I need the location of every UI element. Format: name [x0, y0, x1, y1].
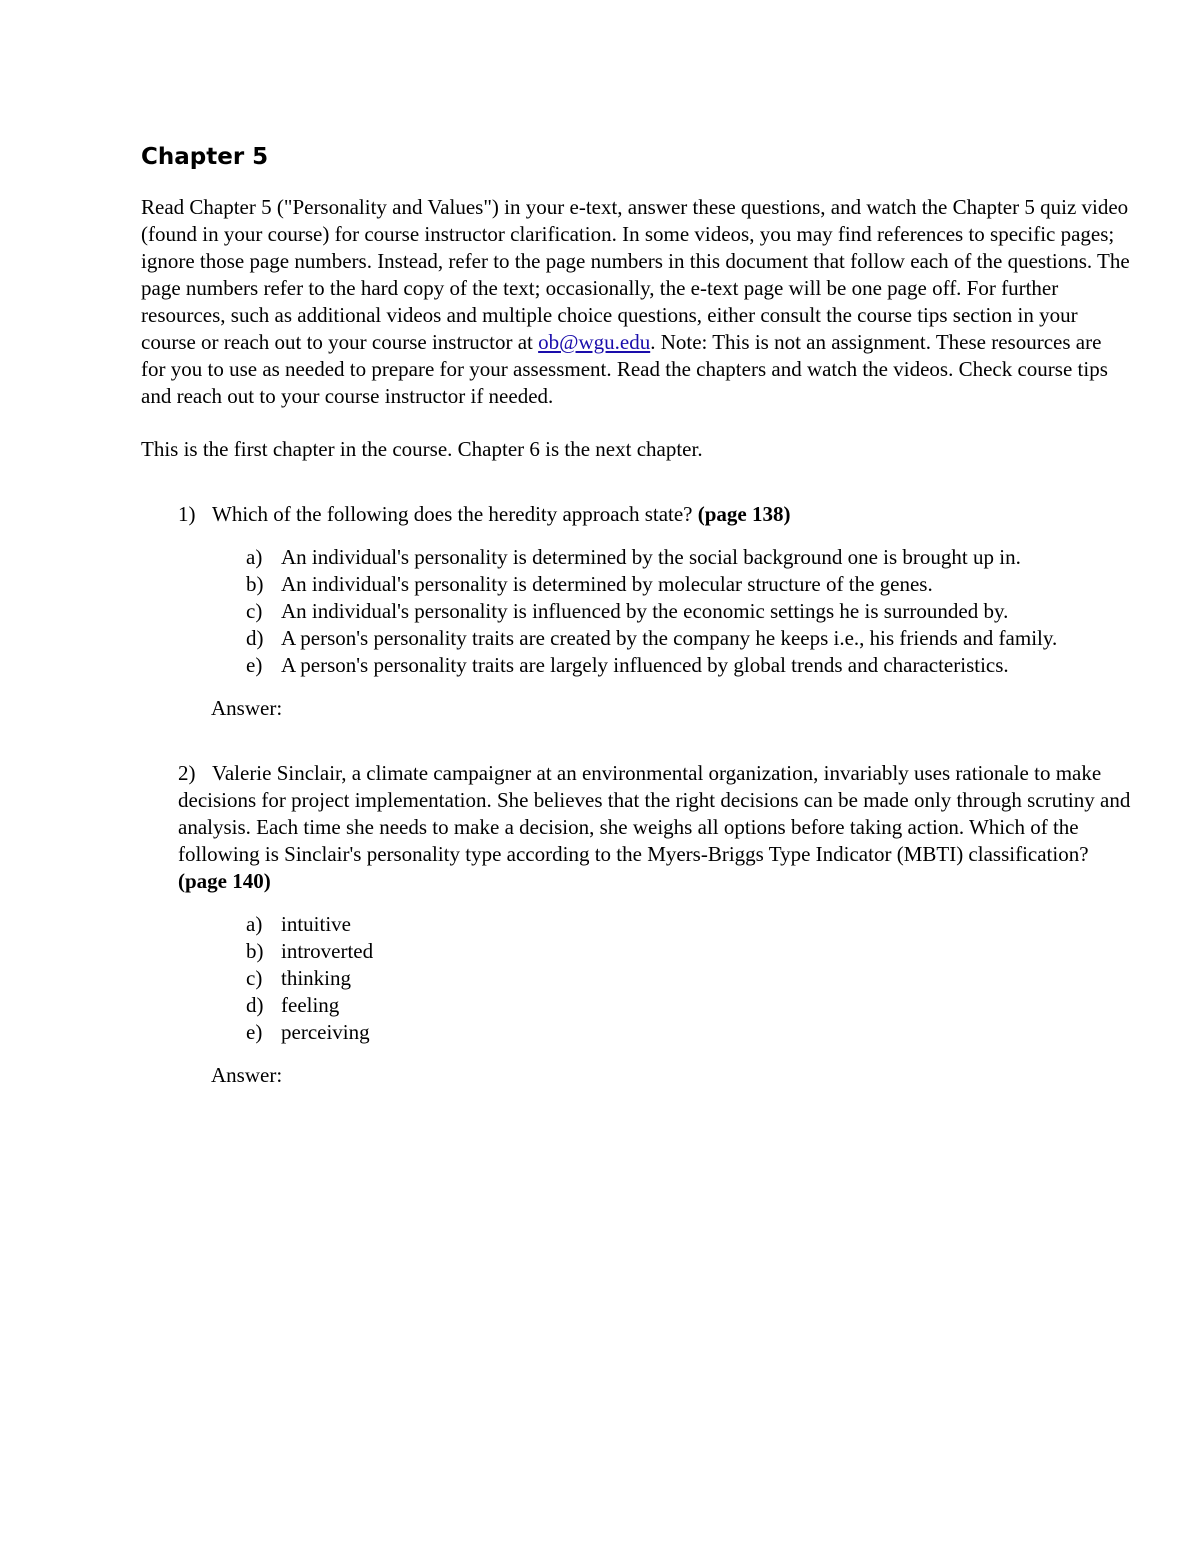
option-text: An individual's personality is determined by the social background one is brought up in. [281, 545, 1021, 569]
option-letter: c) [246, 599, 263, 623]
question-1 [141, 501, 1131, 722]
option-e [246, 652, 1131, 679]
option-letter: b) [246, 572, 264, 596]
option-a [246, 911, 1131, 938]
intro-paragraph [141, 194, 1131, 410]
option-text: feeling [281, 993, 340, 1017]
option-text: An individual's personality is influenced by the economic settings he is surrounded by. [281, 599, 1009, 623]
option-text: A person's personality traits are largely influenced by global trends and characteristics. [281, 653, 1009, 677]
document-page [141, 140, 1131, 1089]
question-text: Valerie Sinclair, a climate campaigner at an environmental organization, invariably uses rationale to make decisions for project implementation. She believes that the right decisions can be made only through scrutiny and analysis. Each time she needs to make a decision, she weighs all options before taking action. Which of the following is Sinclair's personality type according to the Myers-Briggs Type Indicator (MBTI) classification? [178, 761, 1131, 866]
option-c [246, 598, 1131, 625]
question-text-wrap [178, 501, 1131, 528]
option-a [246, 544, 1131, 571]
page-reference: (page 140) [178, 869, 271, 893]
option-letter: c) [246, 966, 263, 990]
option-letter: e) [246, 1020, 263, 1044]
option-letter: a) [246, 912, 263, 936]
option-text: A person's personality traits are created by the company he keeps i.e., his friends and family. [281, 626, 1058, 650]
option-text: An individual's personality is determined by molecular structure of the genes. [281, 572, 933, 596]
option-text: perceiving [281, 1020, 370, 1044]
question-2 [141, 760, 1131, 1089]
intro-text-after-link: . Note: This is not an assignment. These resources are for you to use as needed to prepare for your assessment. Read the chapters and watch the videos. Check course tips and reach out to your course instructor if needed. [141, 330, 1108, 408]
first-chapter-note: This is the first chapter in the course. Chapter 6 is the next chapter. [141, 437, 703, 461]
option-c [246, 965, 1131, 992]
option-letter: a) [246, 545, 263, 569]
option-letter: d) [246, 993, 264, 1017]
question-stem [141, 501, 1131, 528]
option-letter: d) [246, 626, 264, 650]
option-e [246, 1019, 1131, 1046]
option-d [246, 992, 1131, 1019]
option-letter: b) [246, 939, 264, 963]
intro-text-before-link: Read Chapter 5 ("Personality and Values") in your e-text, answer these questions, and watch the Chapter 5 quiz video (found in your course) for course instructor clarification. In some videos, you may find references to specific pages; ignore those page numbers. Instead, refer to the page numbers in this document that follow each of the questions. The page numbers refer to the hard copy of the text; occasionally, the e-text page will be one page off. For further resources, such as additional videos and multiple choice questions, either consult the course tips section in your course or reach out to your course instructor at [141, 195, 1130, 354]
page-reference: (page 138) [697, 502, 791, 526]
option-text: introverted [281, 939, 374, 963]
option-list [141, 911, 1131, 1046]
answer-label: Answer: [211, 696, 283, 720]
option-list [141, 544, 1131, 679]
instructor-email-link[interactable]: ob@wgu.edu [538, 330, 651, 354]
option-letter: e) [246, 653, 263, 677]
option-text: intuitive [281, 912, 351, 936]
option-text: thinking [281, 966, 352, 990]
question-text: Which of the following does the heredity approach state? [212, 502, 698, 526]
option-b [246, 571, 1131, 598]
question-number: 2) [178, 761, 196, 785]
option-d [246, 625, 1131, 652]
option-b [246, 938, 1131, 965]
question-stem [141, 760, 1131, 895]
chapter-heading: Chapter 5 [141, 144, 269, 170]
question-number: 1) [178, 502, 196, 526]
answer-label: Answer: [211, 1063, 283, 1087]
